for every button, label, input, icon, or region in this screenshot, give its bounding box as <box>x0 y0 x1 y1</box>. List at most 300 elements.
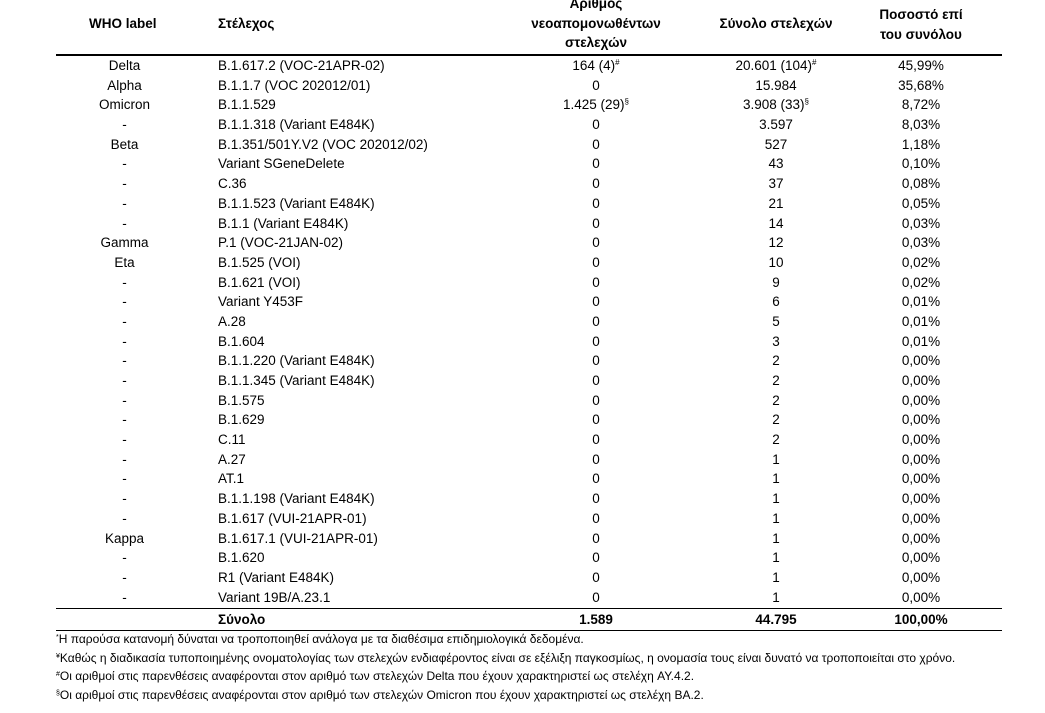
header-strain: Στέλεχος <box>218 16 275 31</box>
cell-new-strains-text: 0 <box>592 471 600 487</box>
cell-who-label <box>56 154 193 174</box>
cell-total-strains-text: 20.601 (104) <box>735 58 813 73</box>
cell-strain-text: B.1.629 <box>218 412 265 428</box>
cell-new-strains <box>501 469 691 489</box>
cell-percent <box>861 292 981 312</box>
cell-new-strains <box>501 489 691 509</box>
cell-total-strains <box>696 430 856 450</box>
cell-total-strains-text: 1 <box>772 510 780 526</box>
cell-new-strains-text: 0 <box>592 451 600 467</box>
cell-new-strains-text: 0 <box>592 254 600 270</box>
cell-who-label <box>56 430 193 450</box>
cell-percent <box>861 253 981 273</box>
cell-strain-text: B.1.1.529 <box>218 97 276 113</box>
cell-new-strains-text: 0 <box>592 550 600 566</box>
cell-new-strains-text: 0 <box>592 176 600 192</box>
footnotes <box>56 630 956 704</box>
header-total-strains: Σύνολο στελεχών <box>719 16 833 31</box>
cell-strain-text: B.1.617 (VUI-21APR-01) <box>218 510 367 526</box>
cell-strain <box>218 194 375 214</box>
cell-total-strains <box>696 371 856 391</box>
cell-who-label <box>56 115 193 135</box>
cell-who-label <box>56 351 193 371</box>
cell-percent <box>861 588 981 608</box>
table-row <box>56 588 1002 608</box>
cell-percent-text: 0,03% <box>901 215 941 231</box>
cell-who-label <box>56 312 193 332</box>
cell-strain <box>218 410 265 430</box>
footnote-text: Καθώς η διαδικασία τυποποιημένης ονοματολογίας των στελεχών ενδιαφέροντος είναι σε εξέλιξη παγκοσμίως, η ονομασία τους είναι δυνατό να τροποποιείται στο χρόνο. <box>59 650 956 665</box>
cell-new-strains <box>501 214 691 234</box>
cell-total-strains-text: 2 <box>772 373 780 388</box>
cell-percent <box>861 332 981 352</box>
total-label: Σύνολο <box>218 612 266 627</box>
cell-who-label-text: - <box>122 353 127 369</box>
cell-total-strains-text: 2 <box>772 432 780 448</box>
cell-new-strains <box>501 253 691 273</box>
cell-new-strains <box>501 194 691 214</box>
cell-strain-text: R1 (Variant E484K) <box>218 569 335 585</box>
cell-strain-text: B.1.525 (VOI) <box>218 254 301 270</box>
cell-who-label <box>56 588 193 608</box>
cell-who-label-text: - <box>122 471 127 487</box>
table-row <box>56 529 1002 549</box>
table-row <box>56 253 1002 273</box>
header-percent <box>861 5 981 44</box>
cell-who-label <box>56 135 193 155</box>
cell-percent-text: 45,99% <box>898 58 944 73</box>
cell-percent <box>861 410 981 430</box>
cell-percent <box>861 489 981 509</box>
cell-new-strains-text: 0 <box>592 156 600 172</box>
cell-percent-text: 1,18% <box>901 136 941 152</box>
cell-percent-text: 0,00% <box>901 491 941 507</box>
cell-new-strains-text: 0 <box>592 530 600 546</box>
cell-total-strains <box>696 253 856 273</box>
cell-percent <box>861 430 981 450</box>
cell-strain <box>218 233 343 253</box>
table-row <box>56 469 1002 489</box>
cell-percent <box>861 548 981 568</box>
cell-new-strains <box>501 135 691 155</box>
cell-who-label-text: - <box>122 392 127 408</box>
cell-percent <box>861 233 981 253</box>
footnote-marker: § <box>624 97 629 107</box>
cell-percent-text: 0,00% <box>901 569 941 585</box>
cell-new-strains-text: 0 <box>592 235 600 251</box>
cell-percent <box>861 529 981 549</box>
cell-percent-text: 0,02% <box>901 254 941 270</box>
cell-who-label <box>56 489 193 509</box>
cell-new-strains <box>501 76 691 96</box>
cell-total-strains-text: 3.597 <box>759 117 793 133</box>
table-row <box>56 76 1002 96</box>
cell-percent <box>861 469 981 489</box>
cell-new-strains-text: 0 <box>592 294 600 310</box>
cell-total-strains-text: 1 <box>772 451 780 467</box>
cell-who-label <box>56 95 193 115</box>
cell-strain-text: B.1.1.318 (Variant E484K) <box>218 117 375 133</box>
cell-total-strains <box>696 489 856 509</box>
cell-who-label-text: Gamma <box>100 235 149 251</box>
cell-new-strains <box>501 450 691 470</box>
cell-new-strains <box>501 154 691 174</box>
cell-total-strains <box>696 509 856 529</box>
cell-new-strains-text: 1.425 (29) <box>563 97 625 113</box>
cell-new-strains-text: 164 (4) <box>572 58 616 73</box>
header-new-strains <box>501 0 691 53</box>
cell-total-strains-text: 1 <box>772 569 780 585</box>
cell-new-strains <box>501 588 691 608</box>
cell-total-strains <box>696 76 856 96</box>
cell-percent-text: 0,00% <box>901 353 941 369</box>
cell-new-strains <box>501 56 691 76</box>
table-row <box>56 430 1002 450</box>
cell-new-strains-text: 0 <box>592 373 600 388</box>
footnote-marker: § <box>804 97 809 107</box>
cell-who-label-text: - <box>122 432 127 448</box>
cell-total-strains <box>696 548 856 568</box>
cell-strain <box>218 292 303 312</box>
table-header <box>56 0 1002 56</box>
cell-who-label-text: - <box>122 294 127 310</box>
cell-percent-text: 0,10% <box>901 156 941 172</box>
cell-total-strains <box>696 410 856 430</box>
cell-strain-text: B.1.1.345 (Variant E484K) <box>218 373 375 388</box>
cell-who-label <box>56 391 193 411</box>
cell-strain <box>218 588 330 608</box>
cell-percent-text: 0,08% <box>901 176 941 192</box>
cell-strain <box>218 273 301 293</box>
cell-strain <box>218 548 265 568</box>
table-row <box>56 548 1002 568</box>
cell-who-label-text: - <box>122 373 127 388</box>
footnote <box>56 649 956 668</box>
footnote-text: Η παρούσα κατανομή δύναται να τροποποιηθεί ανάλογα με τα διαθέσιμα επιδημιολογικά δεδομένα. <box>58 632 584 646</box>
cell-who-label <box>56 174 193 194</box>
cell-who-label-text: - <box>122 313 127 329</box>
cell-percent <box>861 450 981 470</box>
cell-percent <box>861 135 981 155</box>
cell-total-strains-text: 1 <box>772 530 780 546</box>
cell-strain <box>218 214 348 234</box>
cell-total-strains-text: 1 <box>772 491 780 507</box>
cell-total-strains <box>696 233 856 253</box>
cell-who-label <box>56 214 193 234</box>
cell-strain <box>218 509 367 529</box>
cell-strain <box>218 56 385 76</box>
cell-who-label-text: - <box>122 156 127 172</box>
cell-new-strains <box>501 95 691 115</box>
cell-percent <box>861 509 981 529</box>
cell-percent <box>861 568 981 588</box>
cell-total-strains-text: 3 <box>772 333 780 349</box>
cell-new-strains <box>501 391 691 411</box>
footnote-mark: ¥ <box>56 652 60 660</box>
cell-total-strains-text: 2 <box>772 412 780 428</box>
cell-percent-text: 0,00% <box>901 392 941 408</box>
footnote-mark: * <box>56 634 59 641</box>
cell-strain <box>218 332 265 352</box>
cell-percent <box>861 371 981 391</box>
cell-who-label <box>56 76 193 96</box>
cell-total-strains-text: 14 <box>768 215 784 231</box>
cell-total-strains <box>696 115 856 135</box>
cell-new-strains-text: 0 <box>592 510 600 526</box>
cell-who-label-text: Delta <box>108 58 141 73</box>
cell-strain <box>218 174 247 194</box>
cell-who-label-text: Omicron <box>98 97 150 113</box>
table-row <box>56 292 1002 312</box>
cell-total-strains-text: 15.984 <box>755 77 797 93</box>
cell-new-strains <box>501 430 691 450</box>
cell-who-label-text: - <box>122 491 127 507</box>
cell-percent <box>861 194 981 214</box>
table-row <box>56 95 1002 115</box>
cell-total-strains <box>696 351 856 371</box>
cell-strain <box>218 430 246 450</box>
cell-new-strains <box>501 509 691 529</box>
cell-total-strains-text: 2 <box>772 353 780 369</box>
cell-strain-text: B.1.620 <box>218 550 265 566</box>
table-row <box>56 194 1002 214</box>
header-new-strains-line1: Αριθμός <box>569 0 623 11</box>
cell-who-label <box>56 233 193 253</box>
cell-who-label-text: - <box>122 195 127 211</box>
total-new: 1.589 <box>579 612 613 627</box>
cell-percent-text: 0,00% <box>901 471 941 487</box>
cell-who-label <box>56 568 193 588</box>
table-row <box>56 154 1002 174</box>
total-row <box>56 608 1002 631</box>
cell-who-label <box>56 194 193 214</box>
cell-total-strains-text: 10 <box>768 254 784 270</box>
cell-new-strains <box>501 371 691 391</box>
cell-total-strains <box>696 194 856 214</box>
table-row <box>56 351 1002 371</box>
cell-new-strains <box>501 292 691 312</box>
cell-who-label-text: - <box>122 117 127 133</box>
cell-total-strains <box>696 214 856 234</box>
cell-strain <box>218 95 276 115</box>
cell-strain-text: C.36 <box>218 176 247 192</box>
cell-percent <box>861 95 981 115</box>
cell-percent-text: 35,68% <box>898 77 944 93</box>
cell-who-label-text: - <box>122 451 127 467</box>
cell-total-strains <box>696 450 856 470</box>
cell-strain <box>218 135 428 155</box>
cell-who-label <box>56 56 193 76</box>
table-body <box>56 56 1002 607</box>
cell-strain <box>218 253 301 273</box>
table-row <box>56 371 1002 391</box>
cell-strain-text: B.1.617.2 (VOC-21APR-02) <box>218 58 385 73</box>
table-row <box>56 332 1002 352</box>
cell-who-label <box>56 253 193 273</box>
header-who-label: WHO label <box>89 16 157 31</box>
cell-percent-text: 0,00% <box>901 550 941 566</box>
cell-total-strains-text: 5 <box>772 313 780 329</box>
cell-new-strains <box>501 273 691 293</box>
cell-new-strains <box>501 410 691 430</box>
table-row <box>56 233 1002 253</box>
cell-percent <box>861 76 981 96</box>
cell-new-strains-text: 0 <box>592 195 600 211</box>
cell-percent-text: 0,03% <box>901 235 941 251</box>
cell-total-strains <box>696 273 856 293</box>
cell-total-strains-text: 527 <box>764 136 788 152</box>
cell-percent <box>861 56 981 76</box>
footnote-mark: § <box>56 689 60 697</box>
cell-new-strains-text: 0 <box>592 589 600 605</box>
cell-percent-text: 0,00% <box>901 373 941 388</box>
cell-who-label <box>56 292 193 312</box>
cell-percent <box>861 115 981 135</box>
cell-new-strains-text: 0 <box>592 313 600 329</box>
cell-percent-text: 0,05% <box>901 195 941 211</box>
cell-total-strains <box>696 95 856 115</box>
cell-percent-text: 0,02% <box>901 274 941 290</box>
table-row <box>56 214 1002 234</box>
cell-who-label-text: Beta <box>110 136 139 152</box>
cell-percent <box>861 312 981 332</box>
cell-strain-text: B.1.621 (VOI) <box>218 274 301 290</box>
cell-total-strains <box>696 469 856 489</box>
header-percent-line1: Ποσοστό επί <box>879 7 963 22</box>
cell-who-label <box>56 548 193 568</box>
cell-strain-text: Variant 19B/A.23.1 <box>218 589 331 605</box>
cell-strain-text: B.1.1.523 (Variant E484K) <box>218 195 375 211</box>
cell-percent-text: 0,01% <box>901 313 941 329</box>
table-row <box>56 135 1002 155</box>
table-row <box>56 312 1002 332</box>
cell-strain-text: B.1.1.7 (VOC 202012/01) <box>218 77 371 93</box>
cell-total-strains <box>696 529 856 549</box>
table-row <box>56 450 1002 470</box>
cell-new-strains-text: 0 <box>592 412 600 428</box>
cell-strain <box>218 450 246 470</box>
cell-new-strains <box>501 312 691 332</box>
cell-new-strains <box>501 548 691 568</box>
cell-percent-text: 0,00% <box>901 451 941 467</box>
footnote <box>56 667 956 686</box>
table-row <box>56 489 1002 509</box>
cell-percent-text: 0,00% <box>901 412 941 428</box>
cell-who-label <box>56 332 193 352</box>
footnote <box>56 630 956 649</box>
cell-new-strains-text: 0 <box>592 491 600 507</box>
cell-strain-text: Variant Y453F <box>218 294 304 310</box>
cell-who-label-text: - <box>122 215 127 231</box>
cell-percent <box>861 273 981 293</box>
cell-new-strains-text: 0 <box>592 392 600 408</box>
table-row <box>56 115 1002 135</box>
cell-strain-text: P.1 (VOC-21JAN-02) <box>218 235 344 251</box>
cell-strain <box>218 351 375 371</box>
cell-total-strains-text: 37 <box>768 176 784 192</box>
cell-strain-text: C.11 <box>218 432 246 448</box>
cell-new-strains-text: 0 <box>592 569 600 585</box>
cell-total-strains-text: 3.908 (33) <box>743 97 805 113</box>
cell-who-label <box>56 273 193 293</box>
cell-total-strains <box>696 292 856 312</box>
cell-total-strains-text: 6 <box>772 294 780 310</box>
cell-who-label-text: - <box>122 510 127 526</box>
cell-total-strains <box>696 135 856 155</box>
footnote-text: Οι αριθμοί στις παρενθέσεις αναφέρονται στον αριθμό των στελεχών Omicron που έχουν χαρακτηριστεί ως στελέχη BA.2. <box>59 687 704 702</box>
table-row <box>56 174 1002 194</box>
cell-strain <box>218 391 265 411</box>
cell-strain-text: B.1.604 <box>218 333 265 349</box>
cell-percent <box>861 154 981 174</box>
cell-percent <box>861 391 981 411</box>
cell-total-strains <box>696 391 856 411</box>
cell-who-label-text: Alpha <box>107 77 142 93</box>
cell-strain-text: B.1.1 (Variant E484K) <box>218 215 349 231</box>
cell-who-label <box>56 469 193 489</box>
header-new-strains-line3: στελεχών <box>565 35 627 50</box>
cell-who-label <box>56 410 193 430</box>
total-percent: 100,00% <box>894 612 948 627</box>
cell-who-label-text: - <box>122 412 127 428</box>
cell-total-strains <box>696 154 856 174</box>
cell-new-strains <box>501 568 691 588</box>
cell-strain <box>218 76 370 96</box>
cell-percent-text: 0,01% <box>901 333 941 349</box>
cell-percent-text: 8,72% <box>901 97 941 113</box>
footnote-marker: # <box>812 58 817 67</box>
cell-total-strains-text: 9 <box>772 274 780 290</box>
footnote <box>56 686 956 705</box>
cell-strain <box>218 371 375 391</box>
cell-percent <box>861 351 981 371</box>
cell-strain-text: AT.1 <box>218 471 245 487</box>
cell-total-strains-text: 43 <box>768 156 784 172</box>
cell-who-label-text: - <box>122 274 127 290</box>
cell-strain <box>218 115 375 135</box>
cell-total-strains-text: 12 <box>768 235 784 251</box>
table-row <box>56 568 1002 588</box>
cell-total-strains <box>696 312 856 332</box>
cell-new-strains <box>501 233 691 253</box>
footnote-mark: # <box>56 671 60 678</box>
cell-who-label-text: Kappa <box>104 530 145 546</box>
header-new-strains-line2: νεοαπομονωθέντων <box>531 15 661 31</box>
cell-total-strains <box>696 56 856 76</box>
cell-percent-text: 0,01% <box>901 294 941 310</box>
header-percent-line2: του συνόλου <box>880 26 962 42</box>
cell-new-strains <box>501 115 691 135</box>
cell-new-strains-text: 0 <box>592 136 600 152</box>
cell-new-strains <box>501 351 691 371</box>
cell-percent-text: 0,00% <box>901 530 941 546</box>
cell-new-strains <box>501 529 691 549</box>
cell-strain-text: B.1.575 <box>218 392 265 408</box>
cell-new-strains-text: 0 <box>592 77 600 93</box>
table-row <box>56 273 1002 293</box>
cell-percent-text: 8,03% <box>901 117 941 133</box>
cell-total-strains-text: 21 <box>768 195 784 211</box>
cell-percent-text: 0,00% <box>901 510 941 526</box>
cell-who-label-text: - <box>122 589 127 605</box>
cell-who-label-text: - <box>122 550 127 566</box>
cell-percent-text: 0,00% <box>901 432 941 448</box>
total-total: 44.795 <box>755 612 797 627</box>
cell-strain-text: B.1.617.1 (VUI-21APR-01) <box>218 530 378 546</box>
table-row <box>56 391 1002 411</box>
cell-total-strains-text: 1 <box>772 471 780 487</box>
table-row <box>56 410 1002 430</box>
